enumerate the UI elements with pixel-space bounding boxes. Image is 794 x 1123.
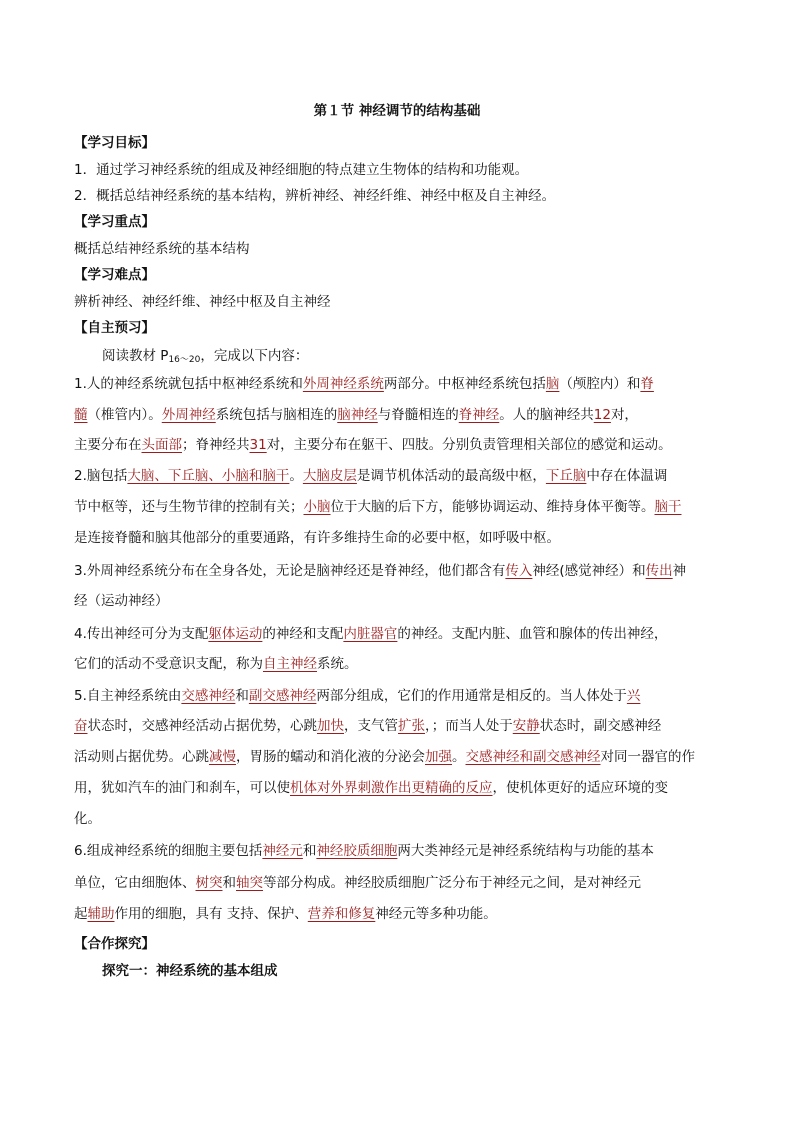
difficulty-heading: 【学习难点】 bbox=[74, 267, 155, 283]
answer-blank: 加快 bbox=[317, 718, 344, 734]
answer-blank: 奋 bbox=[74, 718, 88, 734]
answer-blank: 脑神经 bbox=[337, 407, 378, 423]
answer-blank: 躯体运动 bbox=[208, 626, 263, 642]
answer-blank: 内脏器官 bbox=[343, 626, 398, 642]
preview-p4-line2: 它们的活动不受意识支配，称为自主神经系统。 bbox=[74, 656, 358, 672]
preview-p2-line3: 是连接脊髓和脑其他部分的重要通路，有许多维持生命的必要中枢，如呼吸中枢。 bbox=[74, 530, 560, 546]
answer-blank: 脑干 bbox=[654, 499, 682, 515]
preview-p1-line3: 主要分布在头面部；脊神经共31对，主要分布在躯干、四肢。分别负责管理相关部位的感觉和运动。 bbox=[74, 437, 672, 453]
answer-blank: 加强 bbox=[425, 749, 452, 765]
answer-blank: 副交感神经 bbox=[248, 688, 317, 704]
answer-blank: 减慢 bbox=[209, 749, 236, 765]
goal-item-2: 2．概括总结神经系统的基本结构，辨析神经、神经纤维、神经中枢及自主神经。 bbox=[74, 188, 556, 204]
answer-blank: 神经胶质细胞 bbox=[316, 843, 398, 859]
answer-blank: 机体对外界刺激作出更精确的反应 bbox=[290, 780, 493, 796]
preview-p6-line2: 单位，它由细胞体、树突和轴突等部分构成。神经胶质细胞广泛分布于神经元之间，是对神经元 bbox=[74, 875, 641, 891]
preview-p1-line2: 髓（椎管内）。外周神经系统包括与脑相连的脑神经与脊髓相连的脊神经。人的脑神经共12对， bbox=[74, 407, 638, 423]
answer-blank: 轴突 bbox=[236, 875, 263, 891]
preview-p5-line1: 5.自主神经系统由交感神经和副交感神经两部分组成，它们的作用通常是相反的。当人体处于兴 bbox=[74, 688, 641, 704]
goal-item-1: 1．通过学习神经系统的组成及神经细胞的特点建立生物体的结构和功能观。 bbox=[74, 162, 529, 178]
answer-blank: 头面部 bbox=[141, 437, 182, 453]
preview-p3-line1: 3.外周神经系统分布在全身各处，无论是脑神经还是脊神经，他们都含有传入神经(感觉神经）和传出神 bbox=[74, 563, 687, 579]
answer-blank: 小脑 bbox=[303, 499, 331, 515]
preview-p5-line3: 活动则占据优势。心跳减慢，胃肠的蠕动和消化液的分泌会加强。交感神经和副交感神经对同一器官的作 bbox=[74, 749, 695, 765]
answer-blank: 营养和修复 bbox=[307, 906, 376, 922]
answer-blank: 脊神经 bbox=[458, 407, 500, 423]
key-points-heading: 【学习重点】 bbox=[74, 214, 155, 230]
answer-blank: 树突 bbox=[195, 875, 223, 891]
explore-1-heading: 探究一：神经系统的基本组成 bbox=[102, 963, 278, 979]
preview-p5-line2: 奋状态时，交感神经活动占据优势，心跳加快，支气管扩张，；而当人处于安静状态时，副交感神经 bbox=[74, 718, 662, 734]
answer-blank: 大脑、下丘脑、小脑和脑干 bbox=[127, 468, 290, 484]
answer-blank: 交感神经和副交感神经 bbox=[465, 749, 601, 765]
cooperate-heading: 【合作探究】 bbox=[74, 936, 155, 952]
answer-blank: 交感神经 bbox=[181, 688, 236, 704]
preview-p2-line2: 节中枢等，还与生物节律的控制有关；小脑位于大脑的后下方，能够协调运动、维持身体平衡等。脑干 bbox=[74, 499, 682, 515]
preview-p6-line1: 6.组成神经系统的细胞主要包括神经元和神经胶质细胞两大类神经元是神经系统结构与功能的基本 bbox=[74, 843, 654, 859]
answer-blank: 31 bbox=[249, 437, 267, 453]
answer-blank: 外周神经 bbox=[161, 407, 216, 423]
answer-blank: 兴 bbox=[626, 688, 641, 704]
answer-blank: 传入 bbox=[505, 563, 533, 579]
answer-blank: 12 bbox=[593, 407, 611, 423]
preview-p2-line1: 2.脑包括大脑、下丘脑、小脑和脑干。大脑皮层是调节机体活动的最高级中枢，下丘脑中存在体温调 bbox=[74, 468, 668, 484]
answer-blank: 扩张 bbox=[398, 718, 425, 734]
preview-p3-line2: 经（运动神经） bbox=[74, 593, 169, 609]
preview-p5-line5: 化。 bbox=[74, 811, 101, 827]
preview-intro: 阅读教材 $P_{16\sim 20}$，完成以下内容： bbox=[102, 348, 309, 365]
answer-blank: 脊 bbox=[640, 376, 654, 392]
preview-p1-line1: 1.人的神经系统就包括中枢神经系统和外周神经系统两部分。中枢神经系统包括脑（颅腔内）和脊 bbox=[74, 376, 654, 392]
answer-blank: 外周神经系统 bbox=[302, 376, 384, 392]
goals-heading: 【学习目标】 bbox=[74, 135, 155, 151]
page-title: 第１节 神经调节的结构基础 bbox=[313, 103, 481, 119]
difficulty-text: 辨析神经、神经纤维、神经中枢及自主神经 bbox=[74, 294, 331, 310]
preview-heading: 【自主预习】 bbox=[74, 320, 155, 336]
preview-p5-line4: 用，犹如汽车的油门和刹车，可以使机体对外界刺激作出更精确的反应，使机体更好的适应环境的变 bbox=[74, 780, 668, 796]
answer-blank: 神经元 bbox=[262, 843, 303, 859]
answer-blank: 传出 bbox=[645, 563, 673, 579]
answer-blank: 安静 bbox=[512, 718, 540, 734]
answer-blank: 自主神经 bbox=[263, 656, 317, 672]
answer-blank: 辅助 bbox=[87, 906, 115, 922]
preview-p6-line3: 起辅助作用的细胞，具有 支持、保护、营养和修复神经元等多种功能。 bbox=[74, 906, 497, 922]
key-points-text: 概括总结神经系统的基本结构 bbox=[74, 241, 250, 257]
answer-blank: 髓 bbox=[74, 407, 88, 423]
answer-blank: 脑 bbox=[545, 376, 560, 392]
answer-blank: 大脑皮层 bbox=[302, 468, 357, 484]
preview-p4-line1: 4.传出神经可分为支配躯体运动的神经和支配内脏器官的神经。支配内脏、血管和腺体的传出神经， bbox=[74, 626, 668, 642]
answer-blank: 下丘脑 bbox=[545, 468, 587, 484]
